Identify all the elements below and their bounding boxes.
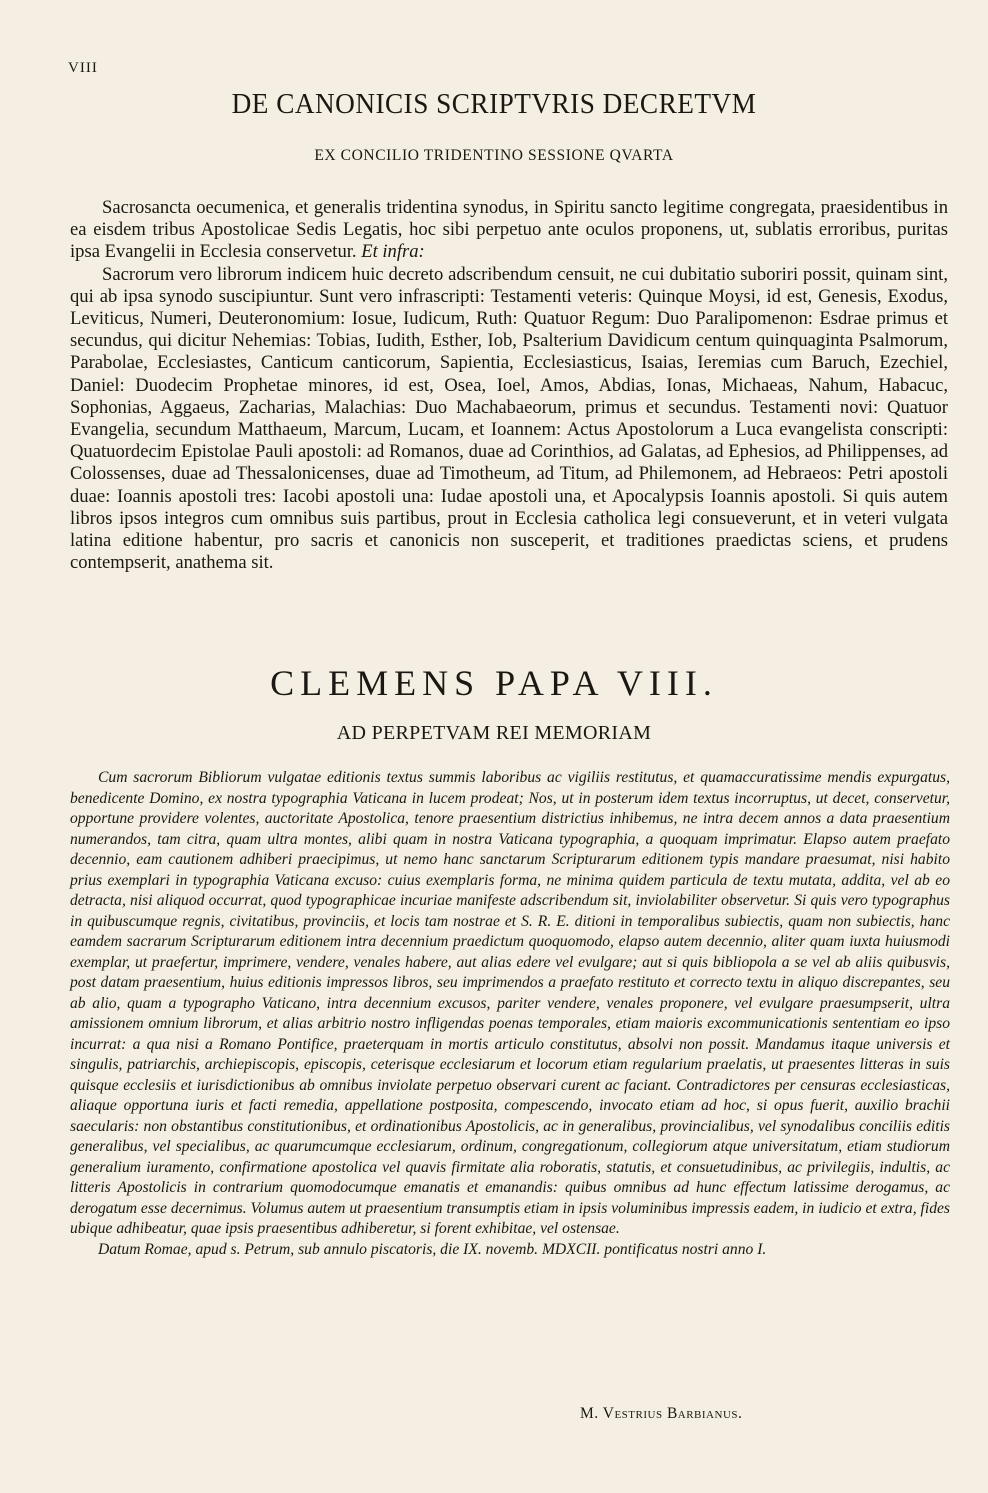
bull-subtitle: AD PERPETVAM REI MEMORIAM: [336, 722, 652, 744]
decree-paragraph-1-text: Sacrosancta oecumenica, et generalis tridentina synodus, in Spiritu sancto legitime congregata, praesidentibus in ea eisdem tribus Apostolicae Sedis Legatis, hoc sibi perpetuo ante oculos proponens, ut, sublatis erroribus, puritas ipsa Evangelii in Ecclesia conservetur.: [70, 197, 948, 263]
bull-heading: CLEMENS PAPA VIII.: [270, 663, 718, 703]
decree-paragraph-1: [70, 197, 948, 264]
bull-dating: Datum Romae, apud s. Petrum, sub annulo piscatoris, die IX. novemb. MDXCII. pontificatus nostri anno I.: [98, 1240, 767, 1258]
decree-title: DE CANONICIS SCRIPTVRIS DECRETVM: [231, 88, 757, 120]
bull-body: [70, 768, 950, 1260]
bull-paragraph: Cum sacrorum Bibliorum vulgatae editionis textus summis laboribus ac vigiliis restitutus, et quamaccuratissime mendis expurgatus, benedicente Domino, ex nostra typographia Vaticana in lucem prodeat; Nos, ut in posterum idem textus incorruptus, ut decet, conservetur, opportune providere volentes, auctoritate Apostolica, tenore praesentium districtius inhibemus, ne intra decem annos a data praesentium numerandos, tam citra, quam ultra montes, alibi quam in nostra Vaticana typographia, a quoquam imprimatur. Elapso autem praefato decennio, eam cautionem adhiberi praecipimus, ut nemo hanc sanctarum Scripturarum editionem typis mandare praesumat, nisi habito prius exemplari in typographia Vaticana excuso: cuius exemplaris forma, ne minima quidem particula de textu mutata, addita, vel ab eo detracta, nisi aliquod occurrat, quod typographicae incuriae manifeste adscribendum sit, inviolabiliter observetur. Si quis vero typographus in quibuscumque regnis, civitatibus, provinciis, et locis tam nostrae et S. R. E. ditioni in temporalibus subiectis, quam non subiectis, hanc eamdem sacrarum Scripturarum editionem intra decennium praedictum quoquomodo, elapso autem decennio, aliter quam iuxta huiusmodi exemplar, ut praefertur, imprimere, vendere, venales habere, aut alias edere vel evulgare; aut si quis bibliopola a se vel ab aliis quibusvis, post datam praesentium, huius editionis impressos libros, seu imprimendos a praefato restituto et correcto textu in aliquo discrepantes, seu ab alio, quam a typographo Vaticano, intra decennium excusos, pariter vendere, venales proponere, vel evulgare praesumpserit, ultra amissionem omnium librorum, et alias arbitrio nostro infligendas poenas temporales, etiam maioris excommunicationis sententiam eo ipso incurrat: a qua nisi a Romano Pontifice, praeterquam in mortis articulo constitutus, absolvi non possit. Mandamus itaque universis et singulis, patriarchis, archiepiscopis, episcopis, ceterisque ecclesiarum et locorum etiam regularium praelatis, ut praesentes litteras in suis quisque ecclesiis et iurisdictionibus ab omnibus inviolate perpetuo observari curent ac faciant. Contradictores per censuras ecclesiasticas, aliaque opportuna iuris et facti remedia, appellatione postposita, compescendo, invocato etiam ad hoc, si opus fuerit, auxilio brachii saecularis: non obstantibus constitutionibus, et ordinationibus Apostolicis, ac in generalibus, provincialibus, vel synodalibus conciliis editis generalibus, vel specialibus, ac quarumcumque ecclesiarum, ordinum, congregationum, collegiorum atque universitatum, etiam studiorum generalium iuramento, confirmatione apostolica vel quavis firmitate alia roboratis, statutis, et consuetudinibus, ac privilegiis, indultis, ac litteris Apostolicis in contrarium quomodocumque emanatis et emanandis: quibus omnibus ad hunc effectum latissime derogamus, ac derogatum esse decernimus. Volumus autem ut praesentium transumptis etiam in ipsis voluminibus impressis eadem, in iudicio et extra, fides ubique adhibeatur, quae ipsis praesentibus adhiberetur, si forent exhibitae, vel ostensae.: [70, 769, 950, 1237]
decree-paragraph-1-italic: Et infra:: [361, 241, 425, 263]
decree-body: [70, 197, 948, 574]
decree-subtitle: EX CONCILIO TRIDENTINO SESSIONE QVARTA: [314, 147, 674, 164]
page-number: VIII: [68, 60, 98, 76]
decree-paragraph-2: Sacrorum vero librorum indicem huic decreto adscribendum censuit, ne cui dubitatio suboriri possit, quinam sint, qui ab ipsa synodo suscipiuntur. Sunt vero infrascripti: Testamenti veteris: Quinque Moysi, id est, Genesis, Exodus, Leviticus, Numeri, Deuteronomium: Iosue, Iudicum, Ruth: Quatuor Regum: Duo Paralipomenon: Esdrae primus et secundus, qui dicitur Nehemias: Tobias, Iudith, Esther, Iob, Psalterium Davidicum centum quinquaginta Psalmorum, Parabolae, Ecclesiastes, Canticum canticorum, Sapientia, Ecclesiasticus, Isaias, Ieremias cum Baruch, Ezechiel, Daniel: Duodecim Prophetae minores, id est, Osea, Ioel, Amos, Abdias, Ionas, Michaeas, Nahum, Habacuc, Sophonias, Aggaeus, Zacharias, Malachias: Duo Machabaeorum, primus et secundus. Testamenti novi: Quatuor Evangelia, secundum Matthaeum, Marcum, Lucam, et Ioannem: Actus Apostolorum a Luca evangelista conscripti: Quatuordecim Epistolae Pauli apostoli: ad Romanos, duae ad Corinthios, ad Galatas, ad Ephesios, ad Philippenses, ad Colossenses, duae ad Thessalonicenses, duae ad Timotheum, ad Titum, ad Philemonem, ad Hebraeos: Petri apostoli duae: Ioannis apostoli tres: Iacobi apostoli una: Iudae apostoli una, et Apocalypsis Ioannis apostoli. Si quis autem libros ipsos integros cum omnibus suis partibus, prout in Ecclesia catholica legi consueverunt, et in veteri vulgata latina editione habentur, pro sacris et canonicis non susceperit, et traditiones praedictas sciens, et prudens contempserit, anathema sit.: [70, 263, 948, 574]
signature: M. Vestrius Barbianus.: [580, 1405, 743, 1422]
